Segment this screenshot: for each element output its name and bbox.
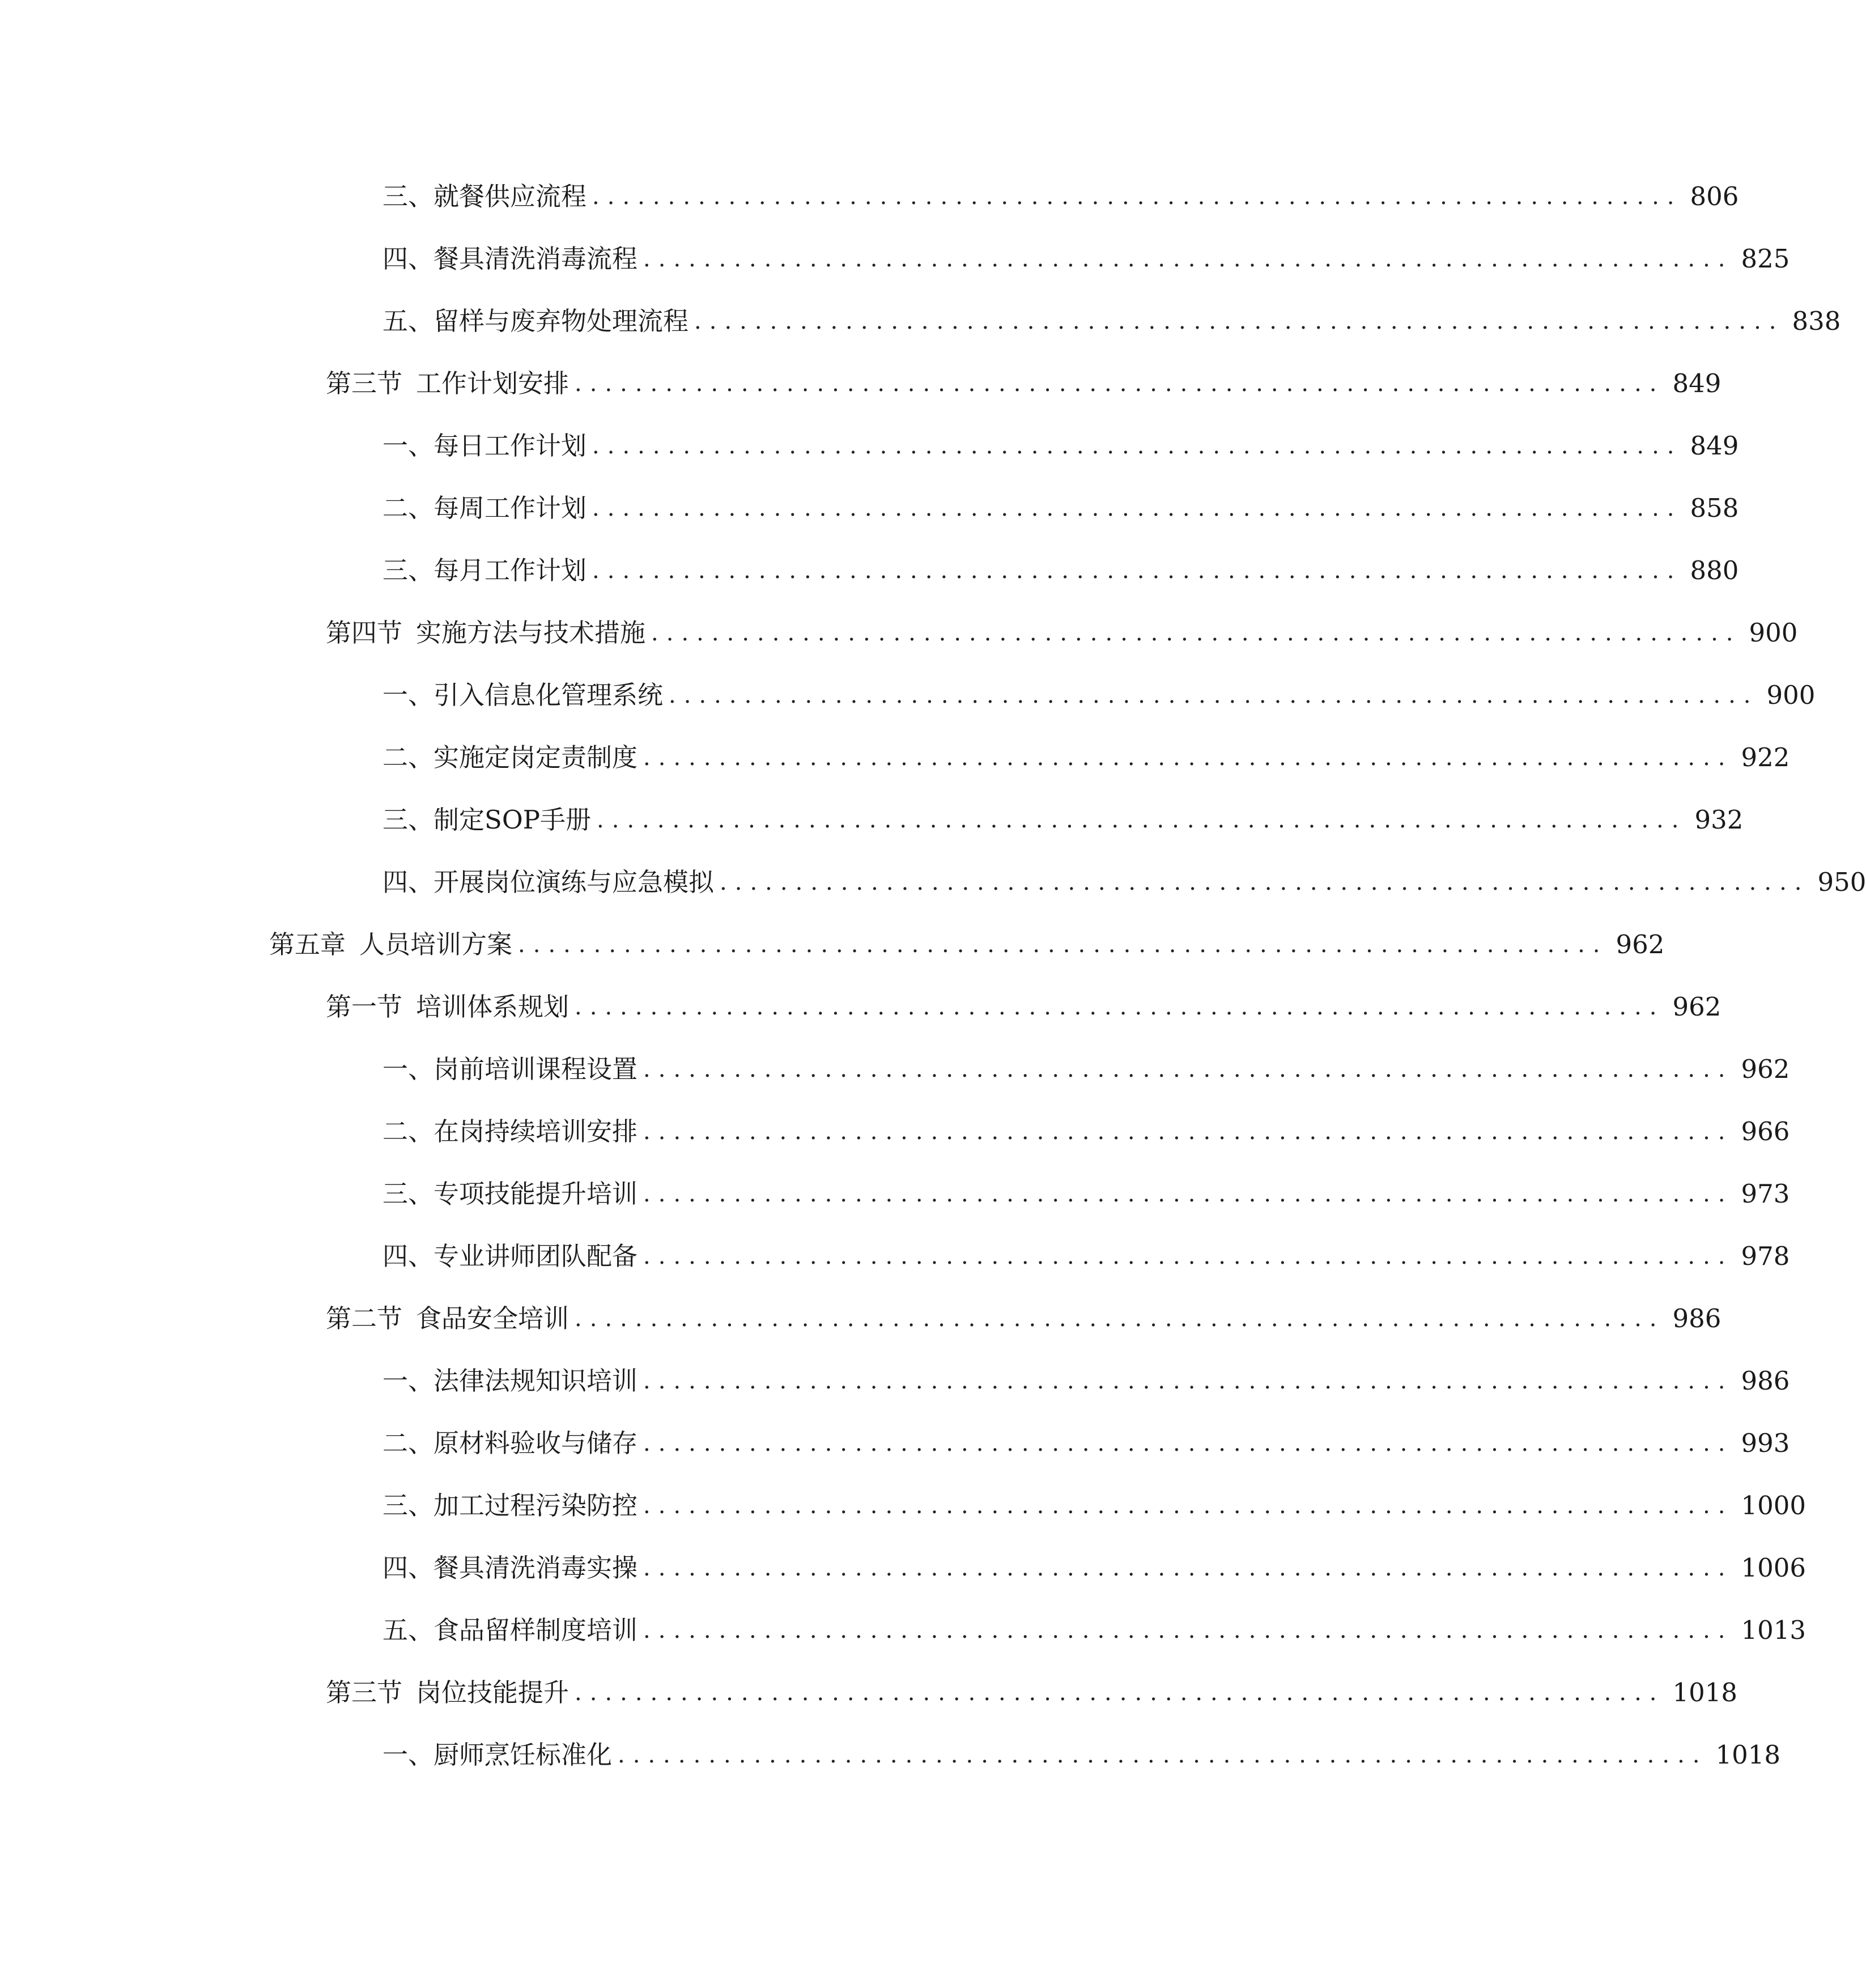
toc-leader-dots: ........................................................................ bbox=[618, 1742, 1708, 1768]
toc-leader-dots: ........................................................................ bbox=[694, 308, 1784, 334]
toc-entry[interactable] bbox=[0, 1295, 1722, 1335]
toc-entry-number: 第二节 bbox=[326, 1303, 403, 1333]
toc-entry-number: 四、 bbox=[382, 1553, 434, 1583]
toc-leader-dots: ........................................................................ bbox=[592, 558, 1682, 584]
toc-entry-page: 858 bbox=[1690, 493, 1739, 523]
toc-leader-dots: ........................................................................ bbox=[669, 682, 1759, 708]
toc-entry-number: 三、 bbox=[382, 1179, 434, 1209]
toc-entry[interactable] bbox=[0, 485, 1739, 524]
toc-entry[interactable] bbox=[0, 1046, 1790, 1085]
toc-entry-title: 加工过程污染防控 bbox=[433, 1490, 638, 1520]
toc-leader-dots: ........................................................................ bbox=[643, 1430, 1733, 1456]
toc-leader-dots: ........................................................................ bbox=[592, 184, 1682, 210]
toc-entry-number: 第三节 bbox=[326, 1677, 403, 1707]
toc-entry-title: 食品安全培训 bbox=[416, 1303, 569, 1333]
toc-entry-title: 每日工作计划 bbox=[433, 431, 587, 461]
toc-entry-page: 1018 bbox=[1715, 1740, 1781, 1770]
toc-entry-page: 806 bbox=[1690, 181, 1739, 211]
toc-leader-dots: ........................................................................ bbox=[643, 745, 1733, 771]
toc-entry-page: 993 bbox=[1741, 1428, 1790, 1458]
toc-leader-dots: ........................................................................ bbox=[643, 1493, 1733, 1519]
toc-entry[interactable] bbox=[0, 921, 1665, 961]
toc-leader-dots: ........................................................................ bbox=[643, 1243, 1733, 1269]
toc-leader-dots: ........................................................................ bbox=[643, 1056, 1733, 1082]
toc-leader-dots: ........................................................................ bbox=[518, 932, 1608, 958]
toc-entry-number: 一、 bbox=[382, 680, 434, 710]
toc-entry[interactable] bbox=[0, 1544, 1807, 1584]
toc-entry-number: 三、 bbox=[382, 555, 434, 585]
toc-entry[interactable] bbox=[0, 1233, 1790, 1272]
toc-entry-page: 849 bbox=[1672, 368, 1722, 398]
toc-entry[interactable] bbox=[0, 547, 1739, 587]
toc-entry-number: 三、 bbox=[382, 181, 434, 211]
toc-entry-number: 二、 bbox=[382, 493, 434, 523]
toc-leader-dots: ........................................................................ bbox=[720, 869, 1810, 895]
toc-leader-dots: ........................................................................ bbox=[643, 1368, 1733, 1394]
toc-leader-dots: ........................................................................ bbox=[643, 1181, 1733, 1207]
toc-entry-page: 932 bbox=[1694, 805, 1744, 835]
toc-entry-number: 三、 bbox=[382, 805, 434, 835]
toc-entry-page: 900 bbox=[1749, 618, 1798, 648]
toc-entry-page: 838 bbox=[1792, 306, 1841, 336]
toc-entry-number: 一、 bbox=[382, 431, 434, 461]
toc-entry-number: 二、 bbox=[382, 742, 434, 772]
toc-entry[interactable] bbox=[0, 796, 1744, 836]
toc-entry[interactable] bbox=[0, 1420, 1790, 1459]
toc-entry-number: 四、 bbox=[382, 867, 434, 897]
toc-entry-number: 一、 bbox=[382, 1740, 434, 1770]
toc-entry-number: 五、 bbox=[382, 1615, 434, 1645]
toc-entry-number: 四、 bbox=[382, 1241, 434, 1271]
toc-entry-title: 在岗持续培训安排 bbox=[433, 1116, 638, 1146]
toc-entry[interactable] bbox=[0, 1357, 1790, 1397]
toc-entry-title: 专项技能提升培训 bbox=[433, 1179, 638, 1209]
toc-entry-title: 留样与废弃物处理流程 bbox=[433, 306, 689, 336]
toc-entry[interactable] bbox=[0, 1731, 1781, 1771]
toc-leader-dots: ........................................................................ bbox=[575, 371, 1665, 397]
toc-entry-title: 人员培训方案 bbox=[359, 929, 513, 959]
toc-entry[interactable] bbox=[0, 1669, 1738, 1709]
toc-entry-title: 实施方法与技术措施 bbox=[416, 618, 646, 648]
toc-entry[interactable] bbox=[0, 672, 1816, 711]
toc-entry-title: 食品留样制度培训 bbox=[433, 1615, 638, 1645]
toc-entry[interactable] bbox=[0, 859, 1866, 898]
toc-entry[interactable] bbox=[0, 422, 1739, 462]
toc-entry-title: 实施定岗定责制度 bbox=[433, 742, 638, 772]
toc-entry[interactable] bbox=[0, 1108, 1790, 1148]
toc-entry-page: 1018 bbox=[1672, 1677, 1738, 1707]
toc-entry-page: 950 bbox=[1817, 867, 1866, 897]
toc-entry-page: 962 bbox=[1672, 992, 1722, 1022]
toc-leader-dots: ........................................................................ bbox=[575, 994, 1665, 1020]
toc-entry-title: 培训体系规划 bbox=[416, 992, 569, 1022]
toc-entry-title: 开展岗位演练与应急模拟 bbox=[433, 867, 715, 897]
toc-entry-title: 工作计划安排 bbox=[416, 368, 569, 398]
toc-leader-dots: ........................................................................ bbox=[651, 620, 1741, 646]
toc-entry-title: 就餐供应流程 bbox=[433, 181, 587, 211]
toc-leader-dots: ........................................................................ bbox=[597, 807, 1687, 833]
toc-entry-number: 三、 bbox=[382, 1490, 434, 1520]
toc-entry-page: 1013 bbox=[1741, 1615, 1807, 1645]
toc-entry[interactable] bbox=[0, 1482, 1807, 1522]
toc-entry-title: 专业讲师团队配备 bbox=[433, 1241, 638, 1271]
toc-entry-page: 900 bbox=[1766, 680, 1816, 710]
toc-entry-number: 五、 bbox=[382, 306, 434, 336]
toc-entry-title: 法律法规知识培训 bbox=[433, 1366, 638, 1396]
toc-entry[interactable] bbox=[0, 609, 1798, 649]
toc-entry[interactable] bbox=[0, 1170, 1790, 1210]
toc-entry-number: 二、 bbox=[382, 1116, 434, 1146]
toc-entry-number: 第四节 bbox=[326, 618, 403, 648]
toc-leader-dots: ........................................................................ bbox=[592, 433, 1682, 459]
toc-leader-dots: ........................................................................ bbox=[643, 1617, 1733, 1643]
toc-entry-title: 岗位技能提升 bbox=[416, 1677, 569, 1707]
toc-entry[interactable] bbox=[0, 298, 1841, 337]
toc-entry-title: 原材料验收与储存 bbox=[433, 1428, 638, 1458]
toc-leader-dots: ........................................................................ bbox=[575, 1306, 1665, 1332]
toc-entry-title: 每周工作计划 bbox=[433, 493, 587, 523]
toc-entry-page: 849 bbox=[1690, 431, 1739, 461]
toc-entry[interactable] bbox=[0, 1607, 1807, 1646]
toc-leader-dots: ........................................................................ bbox=[592, 495, 1682, 521]
toc-entry-page: 1006 bbox=[1741, 1553, 1807, 1583]
toc-entry-page: 973 bbox=[1741, 1179, 1790, 1209]
toc-entry[interactable] bbox=[0, 734, 1790, 774]
toc-entry-title: 厨师烹饪标准化 bbox=[433, 1740, 613, 1770]
toc-leader-dots: ........................................................................ bbox=[643, 1119, 1733, 1145]
toc-leader-dots: ........................................................................ bbox=[643, 246, 1733, 272]
toc-entry[interactable] bbox=[0, 983, 1722, 1023]
toc-leader-dots: ........................................................................ bbox=[643, 1555, 1733, 1581]
toc-entry-page: 1000 bbox=[1741, 1490, 1807, 1520]
toc-entry-page: 962 bbox=[1741, 1054, 1790, 1084]
toc-entry-title: 每月工作计划 bbox=[433, 555, 587, 585]
toc-entry-number: 二、 bbox=[382, 1428, 434, 1458]
toc-entry[interactable] bbox=[0, 173, 1739, 213]
toc-entry-number: 第三节 bbox=[326, 368, 403, 398]
toc-entry-page: 922 bbox=[1741, 742, 1790, 772]
toc-entry[interactable] bbox=[0, 360, 1722, 400]
toc-entry-page: 986 bbox=[1741, 1366, 1790, 1396]
toc-entry-page: 880 bbox=[1690, 555, 1739, 585]
toc-entry-title: 岗前培训课程设置 bbox=[433, 1054, 638, 1084]
toc-entry-page: 825 bbox=[1741, 244, 1790, 274]
toc-entry[interactable] bbox=[0, 235, 1790, 275]
toc-entry-title: 餐具清洗消毒流程 bbox=[433, 244, 638, 274]
toc-leader-dots: ........................................................................ bbox=[575, 1680, 1665, 1706]
toc-entry-number: 四、 bbox=[382, 244, 434, 274]
toc-entry-page: 966 bbox=[1741, 1116, 1790, 1146]
toc-entry-title: 餐具清洗消毒实操 bbox=[433, 1553, 638, 1583]
toc-entry-number: 一、 bbox=[382, 1366, 434, 1396]
toc-entry-page: 962 bbox=[1616, 929, 1665, 959]
toc-entry-title: 引入信息化管理系统 bbox=[433, 680, 664, 710]
toc-entry-number: 第五章 bbox=[269, 929, 346, 959]
toc-entry-page: 986 bbox=[1672, 1303, 1722, 1333]
toc-entry-page: 978 bbox=[1741, 1241, 1790, 1271]
toc-entry-number: 一、 bbox=[382, 1054, 434, 1084]
toc-entry-title: 制定SOP手册 bbox=[433, 805, 592, 835]
toc-entry-number: 第一节 bbox=[326, 992, 403, 1022]
